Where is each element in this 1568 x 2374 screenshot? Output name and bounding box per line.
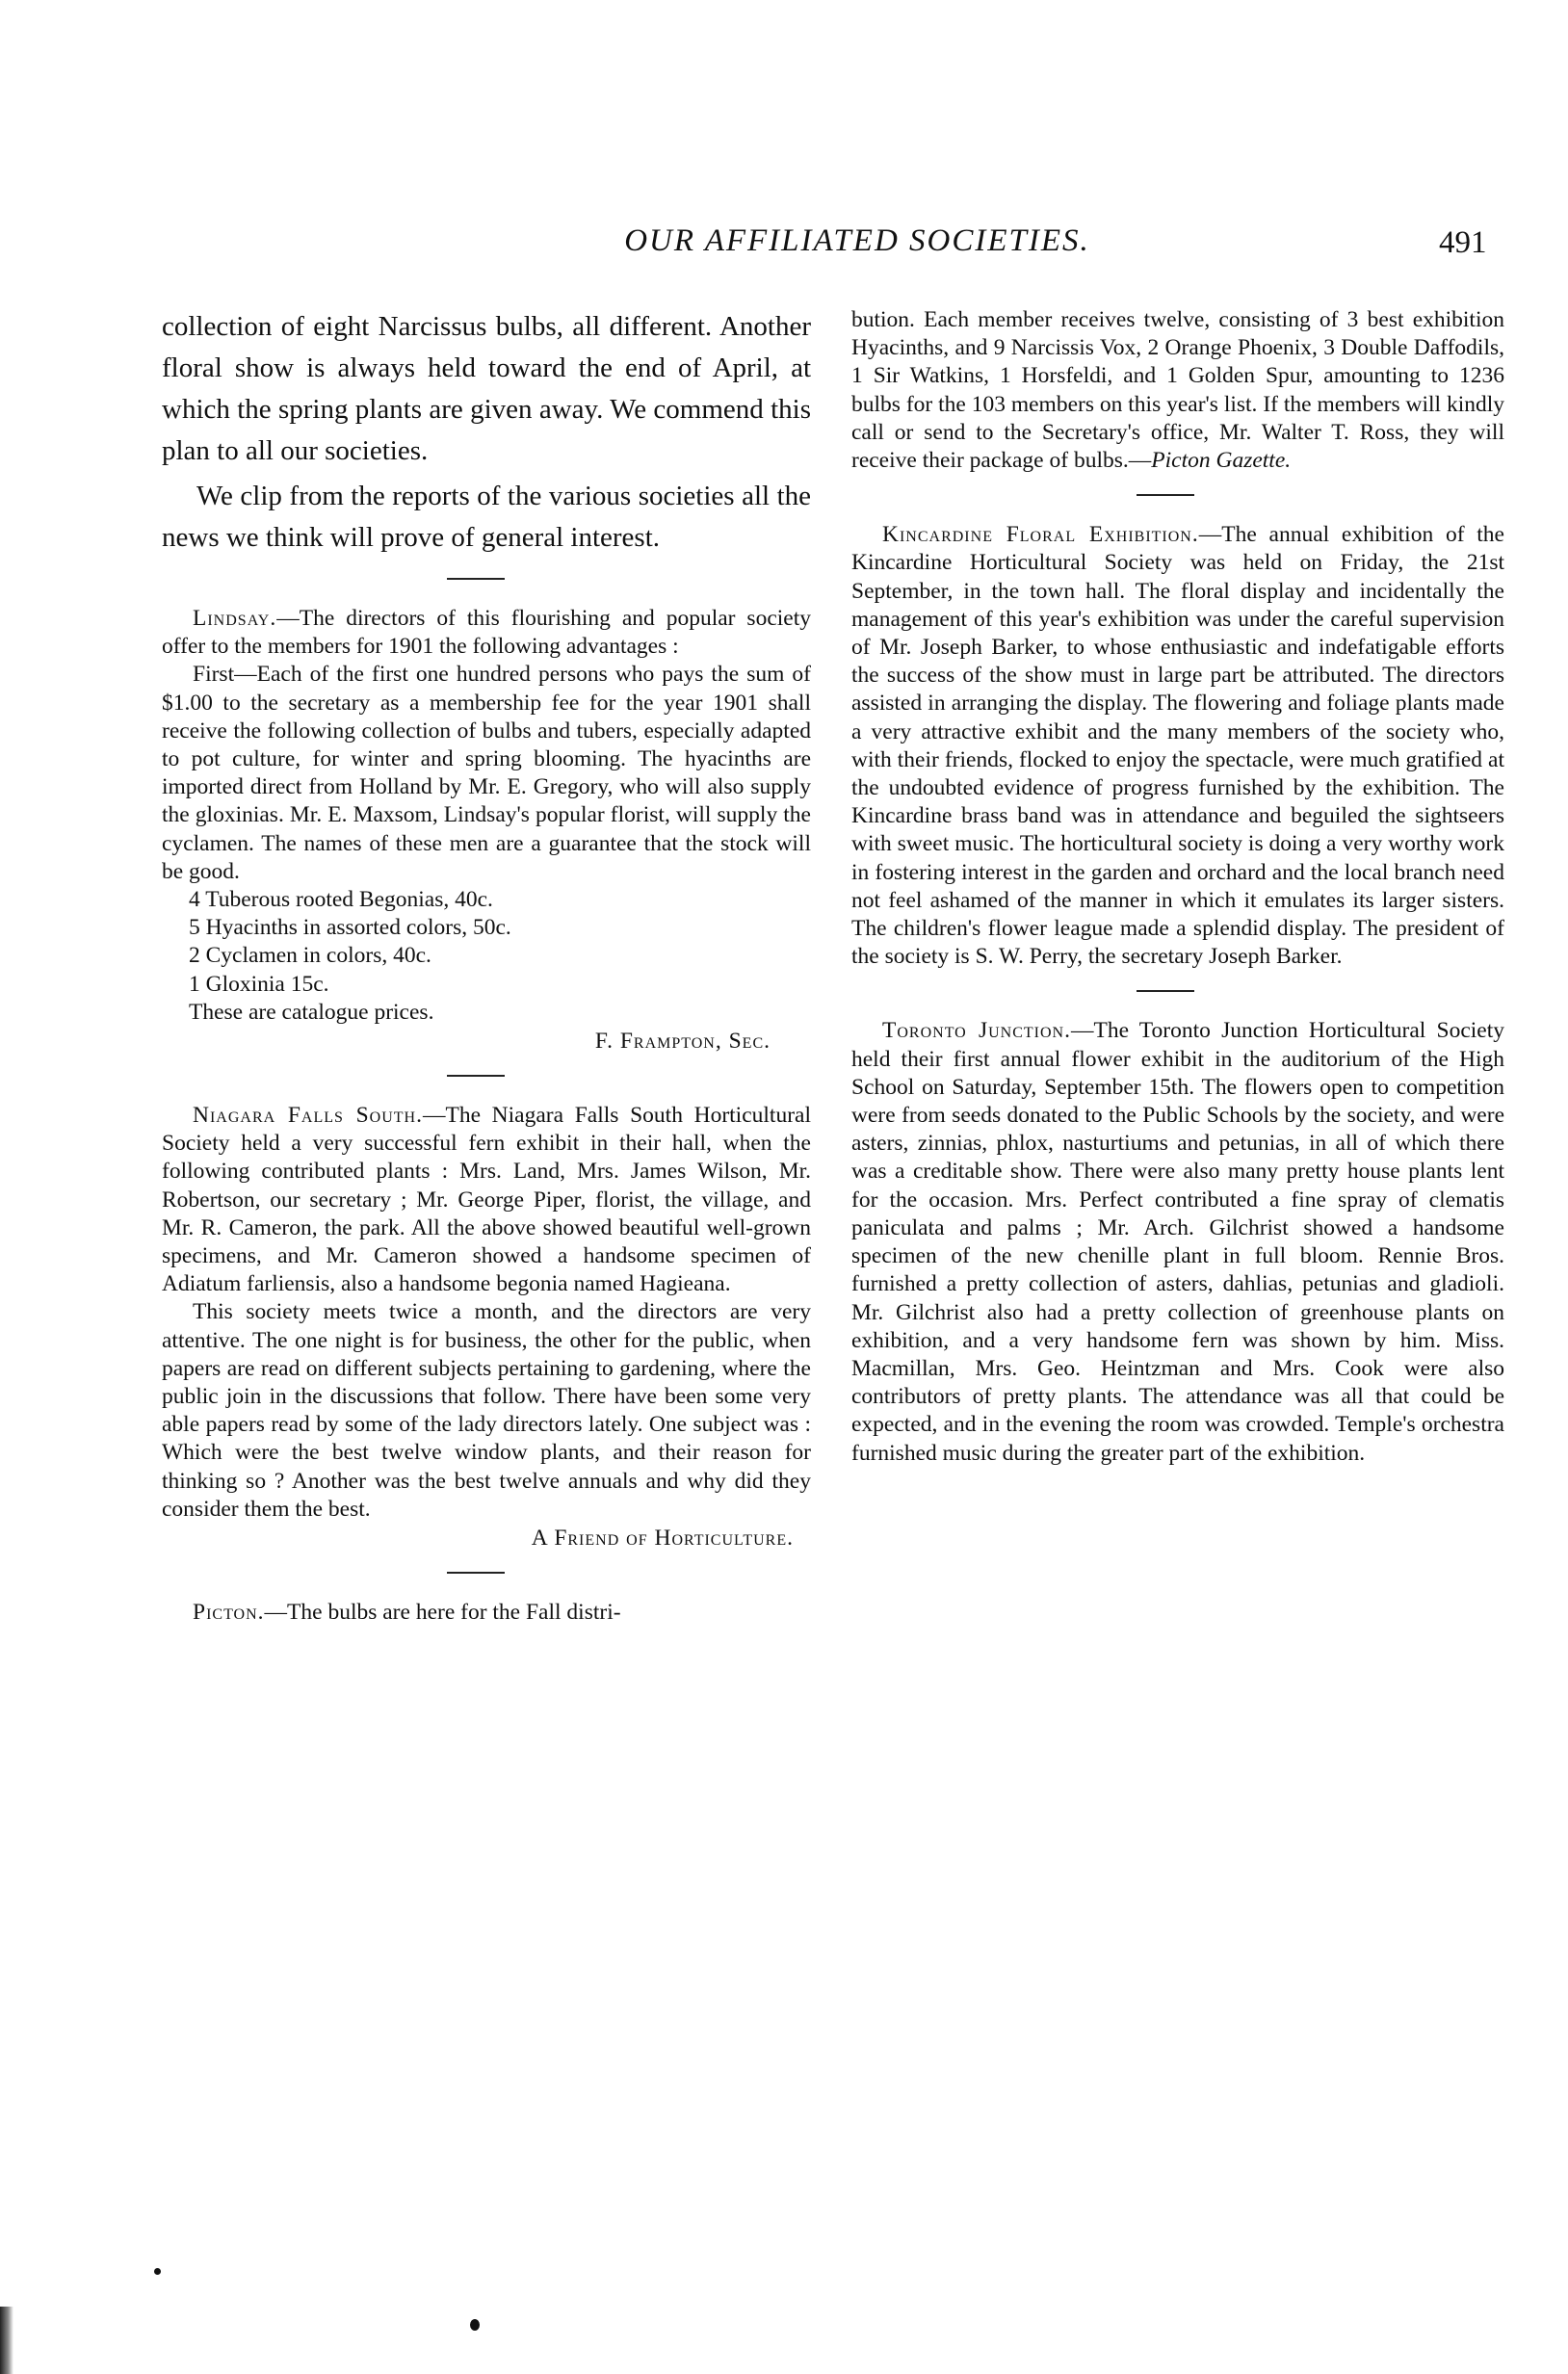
scan-mark <box>470 2319 480 2331</box>
section-divider <box>447 578 505 580</box>
list-item: 1 Gloxinia 15c. <box>189 971 329 997</box>
list-item: 4 Tuberous rooted Begonias, 40c. <box>189 887 493 913</box>
niagara-paragraph <box>162 1102 811 1298</box>
list-item: 2 Cyclamen in colors, 40c. <box>189 943 431 969</box>
picton-paragraph <box>162 1599 811 1627</box>
page-number: 491 <box>1439 225 1487 260</box>
picton-heading: Picton. <box>193 1600 265 1626</box>
niagara-signature: A Friend of Horticulture. <box>531 1526 794 1552</box>
intro-paragraph: collection of eight Narcissus bulbs, all different. Another floral show is always held toward the end of April, at which the spring plants are given away. We commend this plan to all our societies. <box>162 311 811 466</box>
lindsay-note: These are catalogue prices. <box>189 999 434 1025</box>
picton-source: Picton Gazette. <box>1151 448 1292 474</box>
toronto-heading: Toronto Junction. <box>882 1018 1071 1044</box>
lindsay-signature: F. Frampton, Sec. <box>594 1029 771 1055</box>
niagara-paragraph-2: This society meets twice a month, and the directors are very attentive. The one night is for business, the other for the public, when papers are read on different subjects pertaining to gardening, where the public join in the discussions that follow. There have been some very able papers read by some of the lady directors lately. One subject was : Which were the best twelve window plants, and their reason for thinking so ? Another was the best twelve annuals and why did they consider them the best. <box>162 1299 811 1522</box>
toronto-text: —The Toronto Junction Horticultural Society held their first annual flower exhibit in the auditorium of the High School on Saturday, September 15th. The flowers open to competition were from seeds donated to the Public Schools by the society, and were asters, zinnias, phlox, nasturtiums and petunias, in all of which there was a creditable show. There were also many pretty house plants lent for the occasion. Mrs. Perfect contributed a fine spray of clematis paniculata and palms ; Mr. Arch. Gilchrist showed a handsome specimen of the new chenille plant in full bloom. Rennie Bros. furnished a pretty collection of asters, dahlias, petunias and gladioli. Mr. Gilchrist also had a pretty collection of greenhouse plants on exhibition, and a very handsome fern was shown by him. Miss. Macmillan, Mrs. Geo. Heintzman and Mrs. Cook were also contributors of pretty plants. The attendance was all that could be expected, and in the evening the room was crowded. Temple's orchestra furnished music during the greater part of the exhibition. <box>851 1018 1504 1466</box>
section-divider <box>447 1075 505 1077</box>
lindsay-text: —The directors of this flourishing and popular society offer to the members for 1901 the following advantages : <box>162 606 811 660</box>
lindsay-heading: Lindsay. <box>193 606 277 631</box>
intro-paragraph-2: We clip from the reports of the various societies all the news we think will prove of general interest. <box>162 481 811 553</box>
toronto-paragraph <box>851 1017 1504 1467</box>
scan-mark <box>154 2268 161 2275</box>
lindsay-paragraph <box>162 605 811 661</box>
niagara-text: —The Niagara Falls South Horticultural Society held a very successful fern exhibit in their hall, when the following contributed plants : Mrs. Land, Mrs. James Wilson, Mr. Robertson, our secretary ; Mr. George Piper, florist, the village, and Mr. R. Cameron, the park. All the above showed beautiful well-grown specimens, and Mr. Cameron showed a handsome specimen of Adiatum farliensis, also a handsome begonia named Hagieana. <box>162 1103 811 1297</box>
list-item: 5 Hyacinths in assorted colors, 50c. <box>189 915 511 941</box>
picton-text: —The bulbs are here for the Fall distri- <box>264 1600 621 1626</box>
section-divider <box>447 1572 505 1574</box>
kincardine-text: —The annual exhibition of the Kincardine Horticultural Society was held on Friday, the 21st September, in the town hall. The floral display and incidentally the management of this year's exhibition was under the careful supervision of Mr. Joseph Barker, to whose enthusiastic and indefatigable efforts the success of the show must in large part be attributed. The directors assisted in arranging the display. The flowering and foliage plants made a very attractive exhibit and the many members of the society who, with their friends, flocked to enjoy the spectacle, were much gratified at the undoubted evidence of progress furnished by the exhibition. The Kincardine brass band was in attendance and beguiled the sightseers with sweet music. The horticultural society is doing a very worthy work in fostering interest in the garden and orchard and the local branch need not feel ashamed of the manner in which it emulates its larger sisters. The children's flower league made a splendid display. The president of the society is S. W. Perry, the secretary Joseph Barker. <box>851 522 1504 970</box>
lindsay-paragraph-2: First—Each of the first one hundred persons who pays the sum of $1.00 to the secretary as a membership fee for the year 1901 shall receive the following collection of bulbs and tubers, especially adapted to pot culture, for winter and spring blooming. The hyacinths are imported direct from Holland by Mr. E. Gregory, who will also supply the gloxinias. Mr. E. Maxsom, Lindsay's popular florist, will supply the cyclamen. The names of these men are a guarantee that the stock will be good. <box>162 662 811 884</box>
picton-continuation <box>851 306 1504 475</box>
section-divider <box>1137 990 1194 992</box>
section-divider <box>1137 494 1194 496</box>
right-column <box>851 306 1504 1468</box>
scan-mark <box>0 2307 13 2374</box>
picton-continuation-text: bution. Each member receives twelve, consisting of 3 best exhibition Hyacinths, and 9 Narcissis Vox, 2 Orange Phoenix, 3 Double Daffodils, 1 Sir Watkins, 1 Horsfeldi, and 1 Golden Spur, amounting to 1236 bulbs for the 103 members on this year's list. If the members will kindly call or send to the Secretary's office, Mr. Walter T. Ross, they will receive their package of bulbs.— <box>851 307 1504 474</box>
running-head: OUR AFFILIATED SOCIETIES. <box>624 223 1090 258</box>
kincardine-paragraph <box>851 521 1504 971</box>
kincardine-heading: Kincardine Floral Exhibition. <box>882 522 1199 548</box>
niagara-heading: Niagara Falls South. <box>193 1103 423 1129</box>
left-column <box>162 306 811 1627</box>
